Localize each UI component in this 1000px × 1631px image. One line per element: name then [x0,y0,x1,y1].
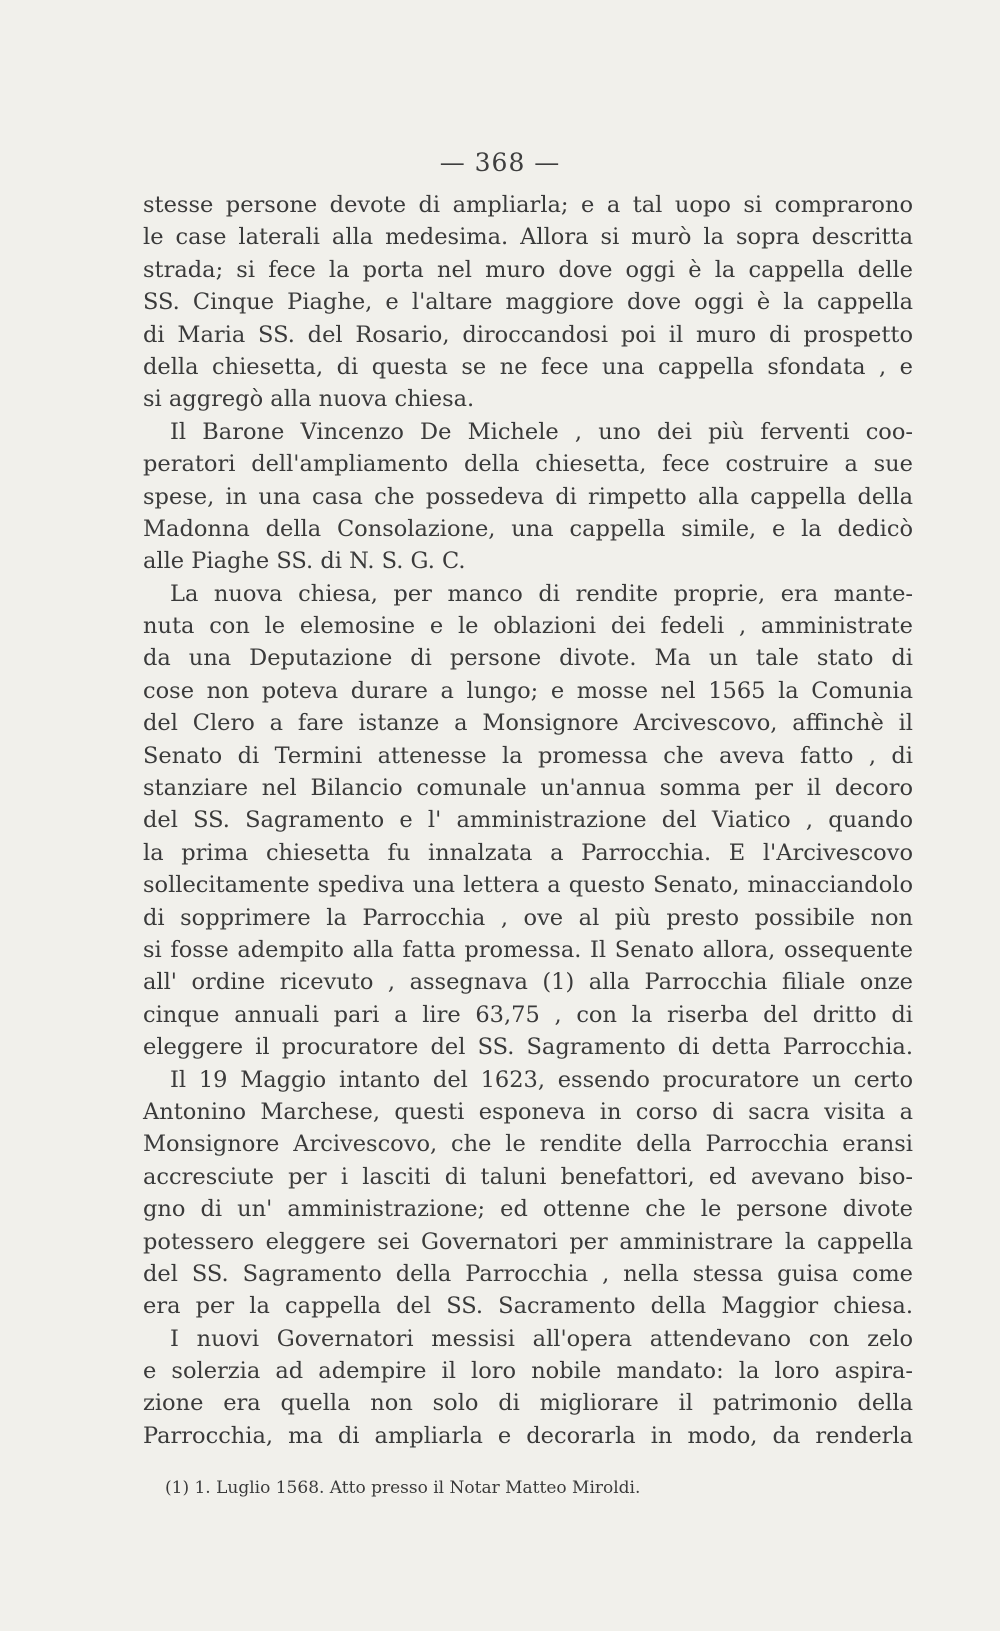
text-line: peratori dell'ampliamento della chiesetta, fece costruire a sue [143,451,913,478]
text-line: all' ordine ricevuto , assegnava (1) alla Parrocchia filiale onze [143,969,913,996]
text-line: I nuovi Governatori messisi all'opera attendevano con zelo [170,1325,913,1352]
text-line: della chiesetta, di questa se ne fece una cappella sfondata , e [143,353,913,380]
text-line: la prima chiesetta fu innalzata a Parrocchia. E l'Arcivescovo [143,839,913,866]
text-line: alle Piaghe SS. di N. S. G. C. [143,548,466,575]
text-line: cose non poteva durare a lungo; e mosse nel 1565 la Comunia [143,677,913,704]
text-line: e solerzia ad adempire il loro nobile mandato: la loro aspira- [143,1358,913,1385]
text-line: Senato di Termini attenesse la promessa che aveva fatto , di [143,742,913,769]
text-line: La nuova chiesa, per manco di rendite proprie, era mante- [170,580,913,607]
text-line: si aggregò alla nuova chiesa. [143,386,475,413]
text-line: gno di un' amministrazione; ed ottenne che le persone divote [143,1196,913,1223]
text-line: Madonna della Consolazione, una cappella simile, e la dedicò [143,515,913,542]
text-line: Parrocchia, ma di ampliarla e decorarla in modo, da renderla [143,1422,913,1449]
text-line: cinque annuali pari a lire 63,75 , con la riserba del dritto di [143,1001,913,1028]
text-line: da una Deputazione di persone divote. Ma un tale stato di [143,645,913,672]
text-line: del Clero a fare istanze a Monsignore Arcivescovo, affinchè il [143,710,913,737]
page-number: — 368 — [439,148,561,177]
text-line: zione era quella non solo di migliorare il patrimonio della [143,1390,913,1417]
text-line: le case laterali alla medesima. Allora si murò la sopra descritta [143,224,913,251]
text-line: stesse persone devote di ampliarla; e a tal uopo si comprarono [143,192,913,218]
text-line: potessero eleggere sei Governatori per amministrare la cappella [143,1228,913,1255]
body-text [143,189,913,1452]
text-line: nuta con le elemosine e le oblazioni dei fedeli , amministrate [143,613,913,640]
text-line: del SS. Sagramento e l' amministrazione del Viatico , quando [143,807,913,834]
text-line: si fosse adempito alla fatta promessa. Il Senato allora, ossequente [143,936,913,963]
text-line: era per la cappella del SS. Sacramento della Maggior chiesa. [143,1293,913,1320]
text-line: di sopprimere la Parrocchia , ove al più presto possibile non [143,904,913,931]
text-line: Antonino Marchese, questi esponeva in corso di sacra visita a [143,1098,913,1125]
text-line: del SS. Sagramento della Parrocchia , nella stessa guisa come [143,1260,913,1287]
text-line: Il Barone Vincenzo De Michele , uno dei più ferventi coo- [170,418,913,445]
text-line: Monsignore Arcivescovo, che le rendite della Parrocchia eransi [143,1131,913,1158]
text-line: di Maria SS. del Rosario, diroccandosi poi il muro di prospetto [143,321,913,348]
text-line: accresciute per i lasciti di taluni benefattori, ed avevano biso- [143,1163,913,1190]
text-line: SS. Cinque Piaghe, e l'altare maggiore dove oggi è la cappella [143,289,913,316]
text-line: sollecitamente spediva una lettera a questo Senato, minacciandolo [143,872,913,899]
text-line: eleggere il procuratore del SS. Sagramento di detta Parrocchia. [143,1034,913,1061]
text-line: stanziare nel Bilancio comunale un'annua somma per il decoro [143,775,913,802]
footnote: (1) 1. Luglio 1568. Atto presso il Notar Matteo Miroldi. [165,1478,641,1498]
text-line: strada; si fece la porta nel muro dove oggi è la cappella delle [143,256,913,283]
text-line: spese, in una casa che possedeva di rimpetto alla cappella della [143,483,913,510]
text-line: Il 19 Maggio intanto del 1623, essendo procuratore un certo [170,1066,913,1093]
